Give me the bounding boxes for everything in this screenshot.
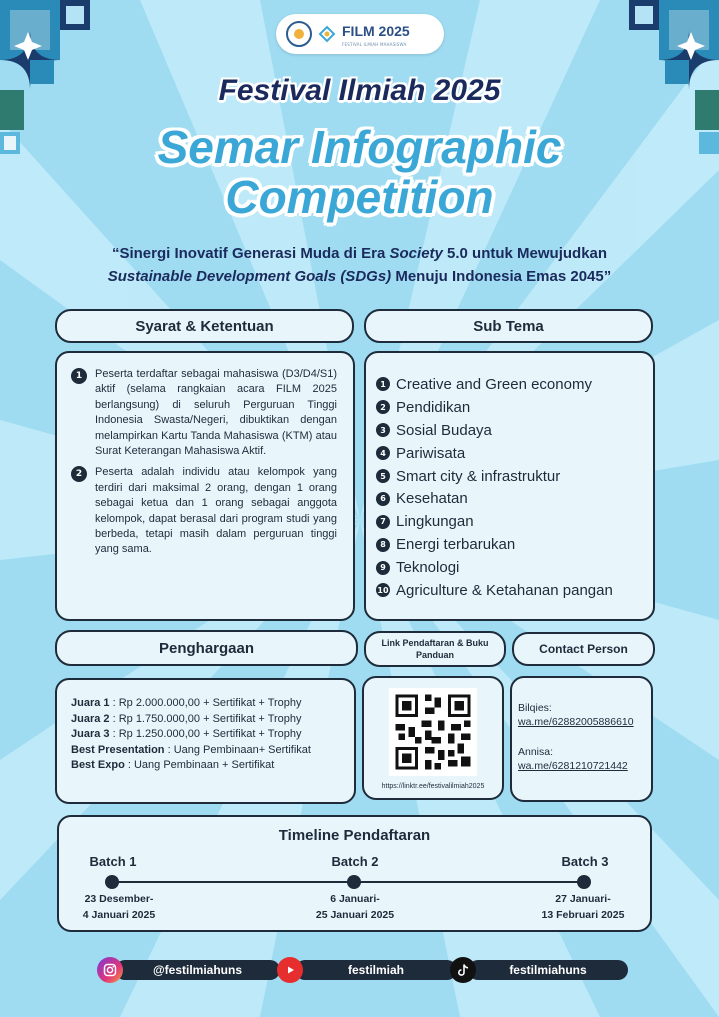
number-badge: 1 — [71, 368, 87, 384]
subtema-label: Teknologi — [396, 559, 460, 577]
subtema-item — [376, 533, 647, 556]
timeline-panel — [57, 815, 652, 932]
subtema-label: Smart city & infrastruktur — [396, 467, 561, 485]
contact-person-panel — [510, 676, 653, 802]
competition-title — [0, 122, 719, 222]
timeline-dot — [577, 875, 591, 889]
timeline-batch-label: Batch 2 — [331, 854, 379, 869]
award-row: Juara 2 : Rp 1.750.000,00 + Sertifikat + Trophy — [71, 712, 302, 725]
subtema-panel — [364, 351, 655, 621]
syarat-panel — [55, 351, 355, 621]
number-badge: 2 — [71, 466, 87, 482]
header-logo — [276, 14, 444, 54]
subtema-label: Energi terbarukan — [396, 536, 516, 554]
syarat-item — [71, 465, 337, 557]
university-logo-icon — [286, 21, 312, 47]
logo-text: FILM 2025 — [342, 23, 410, 39]
award-row: Best Expo : Uang Pembinaan + Sertifikat — [71, 759, 275, 771]
instagram-handle[interactable] — [97, 957, 280, 983]
registration-url[interactable]: https://linktr.ee/festivalilmiah2025 — [381, 783, 485, 790]
contact-whatsapp-link[interactable]: wa.me/6281210721442 — [518, 760, 628, 772]
festival-title: Festival Ilmiah 2025 — [218, 74, 501, 107]
theme-tagline: “Sinergi Inovatif Generasi Muda di Era Society 5.0 untuk Mewujudkan Sustainable Development Goals (SDGs) Menuju Indonesia Emas 2045” — [107, 245, 612, 285]
award-row: Juara 1 : Rp 2.000.000,00 + Sertifikat + Trophy — [71, 697, 302, 709]
subtema-item — [376, 442, 647, 465]
award-row: Best Presentation : Uang Pembinaan+ Sertifikat — [71, 743, 311, 756]
number-badge: 2 — [376, 400, 390, 414]
tiktok-label: festilmiahuns — [468, 960, 628, 980]
number-badge: 7 — [376, 515, 390, 529]
timeline-date: 23 Desember- 4 Januari 2025 — [82, 893, 156, 921]
subtema-item — [376, 579, 647, 602]
competition-title-line1: Semar Infographic — [157, 121, 562, 173]
number-badge: 6 — [376, 492, 390, 506]
syarat-heading: Syarat & Ketentuan — [55, 309, 354, 343]
timeline-date: 27 Januari- 13 Februari 2025 — [541, 893, 625, 921]
subtema-label: Pariwisata — [396, 444, 466, 462]
youtube-label: festilmiah — [295, 960, 457, 980]
subtema-item — [376, 510, 647, 533]
instagram-label: @festilmiahuns — [115, 960, 280, 980]
timeline-batch-label: Batch 3 — [561, 854, 609, 869]
subtema-label: Agriculture & Ketahanan pangan — [396, 581, 613, 599]
subtema-item — [376, 465, 647, 488]
logo-subtext: FESTIVAL ILMIAH MAHASISWA — [342, 42, 407, 47]
timeline-dot — [347, 875, 361, 889]
subtema-label: Sosial Budaya — [396, 421, 492, 439]
subtema-item — [376, 556, 647, 579]
competition-title-line2: Competition — [225, 171, 494, 223]
subtema-item — [376, 487, 647, 510]
subtema-label: Lingkungan — [396, 513, 474, 531]
penghargaan-heading: Penghargaan — [55, 630, 358, 666]
instagram-icon — [97, 957, 123, 983]
number-badge: 9 — [376, 561, 390, 575]
registration-link-heading: Link Pendaftaran & Buku Panduan — [364, 631, 506, 667]
tiktok-icon — [450, 957, 476, 983]
timeline-title: Timeline Pendaftaran — [278, 827, 431, 844]
timeline-batch-label: Batch 1 — [89, 854, 137, 869]
number-badge: 4 — [376, 446, 390, 460]
contact-name: Annisa: — [518, 746, 554, 758]
timeline-date: 6 Januari- 25 Januari 2025 — [315, 893, 395, 921]
timeline-dot — [105, 875, 119, 889]
contact-whatsapp-link[interactable]: wa.me/62882005886610 — [518, 716, 634, 728]
subtema-heading: Sub Tema — [364, 309, 653, 343]
subtema-label: Pendidikan — [396, 398, 471, 416]
qr-code-icon[interactable] — [389, 688, 477, 776]
syarat-text: Peserta terdaftar sebagai mahasiswa (D3/D4/S1) aktif (selama rangkaian acara FILM 2025 berlangsung) di seluruh Perguruan Tinggi Indonesia Swasta/Negeri, dibuktikan dengan melampirkan Kartu Tanda Mahasiswa (KTM) atau Surat Keterangan Mahasiswa Aktif. — [95, 368, 337, 458]
film-logo-icon — [318, 25, 336, 43]
contact-name: Bilqies: — [518, 702, 552, 714]
subtema-label: Kesehatan — [396, 490, 468, 508]
penghargaan-panel — [55, 678, 356, 804]
registration-link-panel — [362, 676, 504, 800]
number-badge: 3 — [376, 423, 390, 437]
youtube-icon — [277, 957, 303, 983]
award-row: Juara 3 : Rp 1.250.000,00 + Sertifikat + Trophy — [71, 728, 302, 740]
subtema-item — [376, 373, 647, 396]
subtema-item — [376, 396, 647, 419]
number-badge: 10 — [376, 583, 390, 597]
number-badge: 1 — [376, 377, 390, 391]
syarat-item — [71, 367, 337, 459]
subtema-item — [376, 419, 647, 442]
youtube-handle[interactable] — [277, 957, 457, 983]
tiktok-handle[interactable] — [450, 957, 628, 983]
syarat-text: Peserta adalah individu atau kelompok yang terdiri dari maksimal 2 orang, dengan 1 orang sebagai ketua dan 1 orang sebagai anggota kelompok, dapat berasal dari program studi yang berbeda, tetapi masih dalam perguruan tinggi yang sama. — [95, 466, 337, 556]
contact-person-heading: Contact Person — [512, 632, 655, 666]
subtema-label: Creative and Green economy — [396, 375, 592, 393]
number-badge: 5 — [376, 469, 390, 483]
number-badge: 8 — [376, 538, 390, 552]
